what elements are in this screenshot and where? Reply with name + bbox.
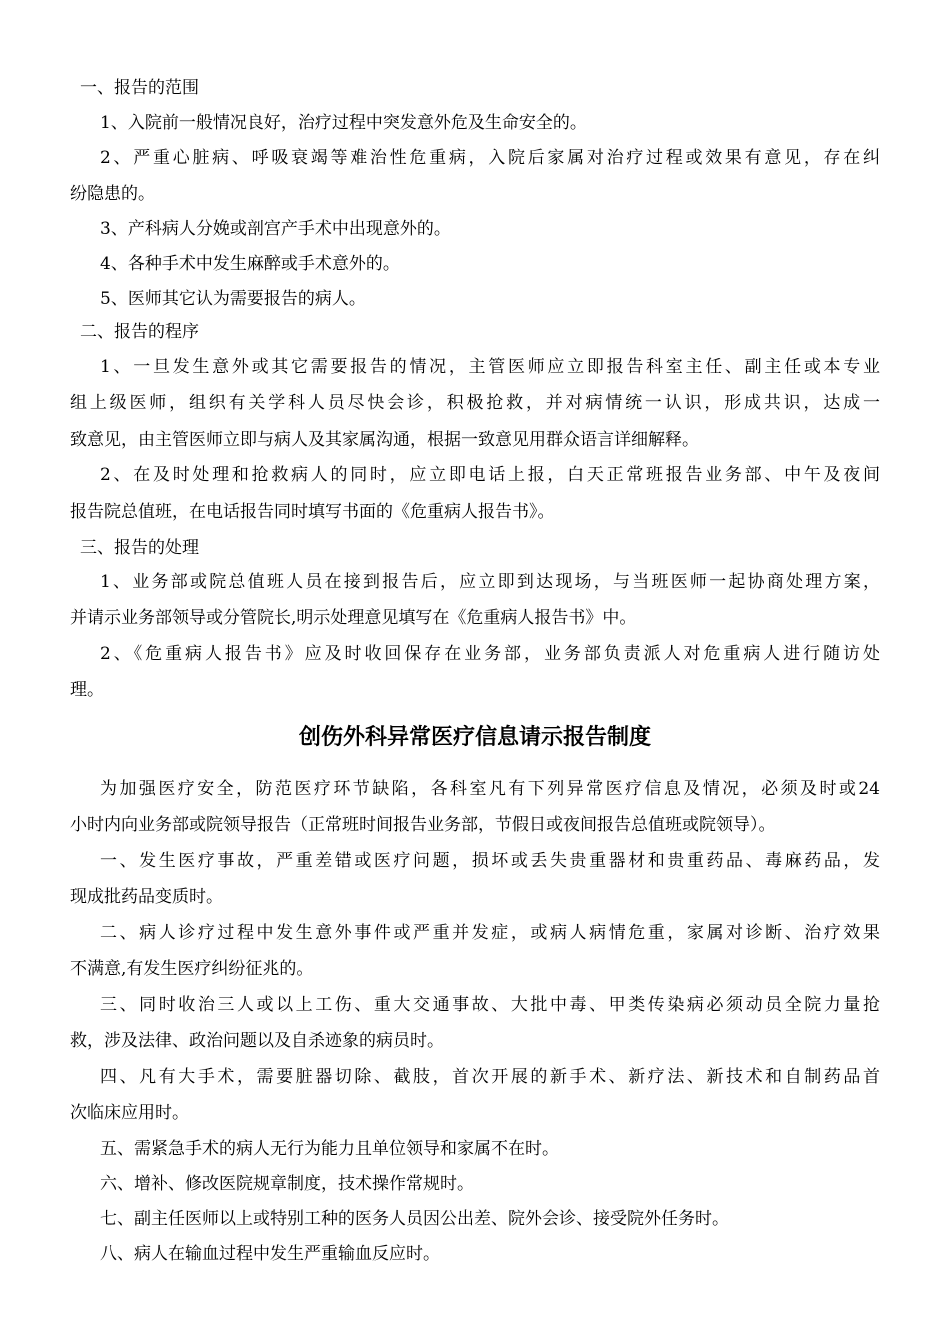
item-2-line-1: 二、病人诊疗过程中发生意外事件或严重并发症，或病人病情危重，家属对诊断、治疗效果: [100, 923, 880, 943]
item-1-line-1: 一、发生医疗事故，严重差错或医疗问题，损坏或丢失贵重器材和贵重药品、毒麻药品，发: [100, 851, 880, 871]
item-6: 六、增补、修改医院规章制度，技术操作常规时。: [100, 1174, 474, 1194]
section-heading-scope: 一、报告的范围: [80, 78, 199, 98]
item-3-line-2: 救，涉及法律、政治问题以及自杀迹象的病员时。: [70, 1031, 444, 1051]
item-1-line-2: 现成批药品变质时。: [70, 887, 223, 907]
item-4-line-2: 次临床应用时。: [70, 1103, 189, 1123]
document-title: 创伤外科异常医疗信息请示报告制度: [298, 725, 651, 750]
item-2-line-2: 不满意,有发生医疗纠纷征兆的。: [70, 959, 314, 979]
item-8: 八、病人在输血过程中发生严重输血反应时。: [100, 1244, 440, 1264]
item-4-line-1: 四、凡有大手术，需要脏器切除、截肢，首次开展的新手术、新疗法、新技术和自制药品首: [100, 1067, 880, 1087]
item-5: 五、需紧急手术的病人无行为能力且单位领导和家属不在时。: [100, 1139, 559, 1159]
item-7: 七、副主任医师以上或特别工种的医务人员因公出差、院外会诊、接受院外任务时。: [100, 1209, 729, 1229]
paragraph-scope-1: 1、入院前一般情况良好，治疗过程中突发意外危及生命安全的。: [100, 113, 587, 133]
paragraph-handling-2-line-1: 2、《危重病人报告书》应及时收回保存在业务部，业务部负责派人对危重病人进行随访处: [100, 644, 880, 664]
intro-line-2: 小时内向业务部或院领导报告（正常班时间报告业务部，节假日或夜间报告总值班或院领导）。: [70, 815, 776, 835]
item-3-line-1: 三、同时收治三人或以上工伤、重大交通事故、大批中毒、甲类传染病必须动员全院力量抢: [100, 995, 880, 1015]
paragraph-scope-2-line-1: 2、严重心脏病、呼吸衰竭等难治性危重病，入院后家属对治疗过程或效果有意见，存在纠: [100, 148, 880, 168]
paragraph-handling-1-line-1: 1、业务部或院总值班人员在接到报告后，应立即到达现场，与当班医师一起协商处理方案，: [100, 572, 880, 592]
intro-line-1: 为加强医疗安全，防范医疗环节缺陷，各科室凡有下列异常医疗信息及情况，必须及时或24: [100, 779, 880, 799]
paragraph-procedure-1-line-1: 1、一旦发生意外或其它需要报告的情况，主管医师应立即报告科室主任、副主任或本专业: [100, 357, 880, 377]
section-heading-handling: 三、报告的处理: [80, 538, 199, 558]
paragraph-procedure-1-line-3: 致意见，由主管医师立即与病人及其家属沟通，根据一致意见用群众语言详细解释。: [70, 430, 699, 450]
paragraph-handling-2-line-2: 理。: [70, 680, 104, 700]
paragraph-scope-5: 5、医师其它认为需要报告的病人。: [100, 289, 366, 309]
paragraph-scope-2-line-2: 纷隐患的。: [70, 184, 155, 204]
paragraph-scope-3: 3、产科病人分娩或剖宫产手术中出现意外的。: [100, 219, 451, 239]
paragraph-procedure-1-line-2: 组上级医师，组织有关学科人员尽快会诊，积极抢救，并对病情统一认识，形成共识，达成一: [70, 393, 880, 413]
paragraph-procedure-2-line-2: 报告院总值班，在电话报告同时填写书面的《危重病人报告书》。: [70, 502, 555, 522]
paragraph-scope-4: 4、各种手术中发生麻醉或手术意外的。: [100, 254, 400, 274]
paragraph-handling-1-line-2: 并请示业务部领导或分管院长,明示处理意见填写在《危重病人报告书》中。: [70, 608, 637, 628]
section-heading-procedure: 二、报告的程序: [80, 322, 199, 342]
paragraph-procedure-2-line-1: 2、在及时处理和抢救病人的同时，应立即电话上报，白天正常班报告业务部、中午及夜间: [100, 465, 880, 485]
